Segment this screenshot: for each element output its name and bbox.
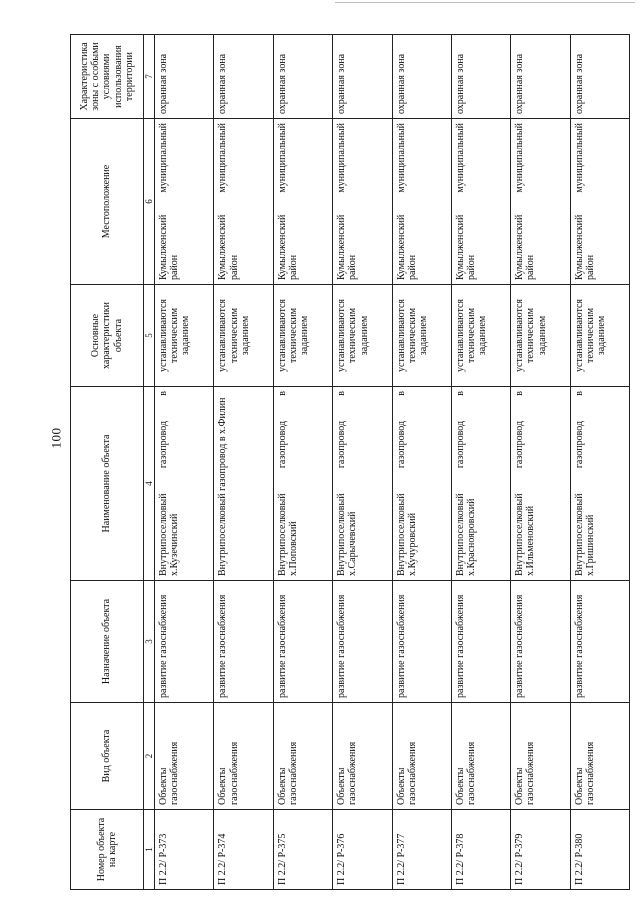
object-characteristics: устанавливаются техническим заданием [392, 285, 451, 387]
object-number: П 2.2/ Р-373 [155, 810, 214, 890]
table-row [273, 35, 332, 890]
object-name: Внутрипоселковый газопровод в х.Гришинский [570, 387, 629, 581]
object-name: Внутрипоселковый газопровод в х.Сарычевский [333, 387, 392, 581]
table-row [451, 35, 510, 890]
object-location: Кумылженский муниципальный район [273, 119, 332, 285]
object-location: Кумылженский муниципальный район [511, 119, 570, 285]
object-kind: Объекты газоснабжения [451, 703, 510, 810]
object-number: П 2.2/ Р-375 [273, 810, 332, 890]
object-location: Кумылженский муниципальный район [155, 119, 214, 285]
object-number: П 2.2/ Р-377 [392, 810, 451, 890]
object-purpose: развитие газоснабжения [511, 581, 570, 703]
table-row [333, 35, 392, 890]
object-zone: охранная зона [273, 35, 332, 119]
object-purpose: развитие газоснабжения [392, 581, 451, 703]
object-zone: охранная зона [333, 35, 392, 119]
header-purpose: Назначение объекта [71, 581, 144, 703]
object-number: П 2.2/ Р-374 [214, 810, 273, 890]
column-number: 4 [144, 387, 155, 581]
top-edge-line [335, 2, 635, 3]
table-row [511, 35, 570, 890]
object-purpose: развитие газоснабжения [451, 581, 510, 703]
column-number: 3 [144, 581, 155, 703]
column-number: 7 [144, 35, 155, 119]
object-characteristics: устанавливаются техническим заданием [333, 285, 392, 387]
object-characteristics: устанавливаются техническим заданием [155, 285, 214, 387]
object-kind: Объекты газоснабжения [511, 703, 570, 810]
object-number: П 2.2/ Р-376 [333, 810, 392, 890]
column-number: 2 [144, 703, 155, 810]
object-characteristics: устанавливаются техническим заданием [273, 285, 332, 387]
object-name: Внутрипоселковый газопровод в х.Кузечинский [155, 387, 214, 581]
object-purpose: развитие газоснабжения [214, 581, 273, 703]
object-purpose: развитие газоснабжения [155, 581, 214, 703]
header-number: Номер объекта на карте [71, 810, 144, 890]
object-zone: охранная зона [511, 35, 570, 119]
rotated-table-container [70, 35, 630, 890]
object-purpose: развитие газоснабжения [273, 581, 332, 703]
object-kind: Объекты газоснабжения [155, 703, 214, 810]
object-location: Кумылженский муниципальный район [214, 119, 273, 285]
header-zone: Характеристика зоны с особыми условиями использования территории [71, 35, 144, 119]
table-row [214, 35, 273, 890]
object-characteristics: устанавливаются техническим заданием [570, 285, 629, 387]
column-number: 1 [144, 810, 155, 890]
object-zone: охранная зона [570, 35, 629, 119]
object-kind: Объекты газоснабжения [333, 703, 392, 810]
object-location: Кумылженский муниципальный район [333, 119, 392, 285]
object-purpose: развитие газоснабжения [333, 581, 392, 703]
object-number: П 2.2/ Р-380 [570, 810, 629, 890]
object-kind: Объекты газоснабжения [214, 703, 273, 810]
object-name: Внутрипоселковый газопровод в х.Ильменовский [511, 387, 570, 581]
header-name: Наименование объекта [71, 387, 144, 581]
header-location: Местоположение [71, 119, 144, 285]
object-kind: Объекты газоснабжения [392, 703, 451, 810]
object-zone: охранная зона [214, 35, 273, 119]
object-characteristics: устанавливаются техническим заданием [451, 285, 510, 387]
object-kind: Объекты газоснабжения [570, 703, 629, 810]
object-location: Кумылженский муниципальный район [392, 119, 451, 285]
object-name: Внутрипоселковый газопровод в х.Поповский [273, 387, 332, 581]
object-location: Кумылженский муниципальный район [451, 119, 510, 285]
page-number: 100 [48, 427, 64, 449]
object-name: Внутрипоселковый газопровод в х.Филин [214, 387, 273, 581]
object-characteristics: устанавливаются техническим заданием [511, 285, 570, 387]
object-characteristics: устанавливаются техническим заданием [214, 285, 273, 387]
object-name: Внутрипоселковый газопровод в х.Кучуровский [392, 387, 451, 581]
table-row [570, 35, 629, 890]
object-kind: Объекты газоснабжения [273, 703, 332, 810]
object-number: П 2.2/ Р-378 [451, 810, 510, 890]
object-name: Внутрипоселковый газопровод в х.Краснояровский [451, 387, 510, 581]
object-number: П 2.2/ Р-379 [511, 810, 570, 890]
header-row [71, 35, 144, 890]
object-location: Кумылженский муниципальный район [570, 119, 629, 285]
object-zone: охранная зона [451, 35, 510, 119]
column-number: 6 [144, 119, 155, 285]
objects-table [70, 34, 630, 890]
header-characteristics: Основные характеристики объекта [71, 285, 144, 387]
column-number-row [144, 35, 155, 890]
object-zone: охранная зона [155, 35, 214, 119]
column-number: 5 [144, 285, 155, 387]
object-purpose: развитие газоснабжения [570, 581, 629, 703]
table-row [155, 35, 214, 890]
header-kind: Вид объекта [71, 703, 144, 810]
table-row [392, 35, 451, 890]
object-zone: охранная зона [392, 35, 451, 119]
